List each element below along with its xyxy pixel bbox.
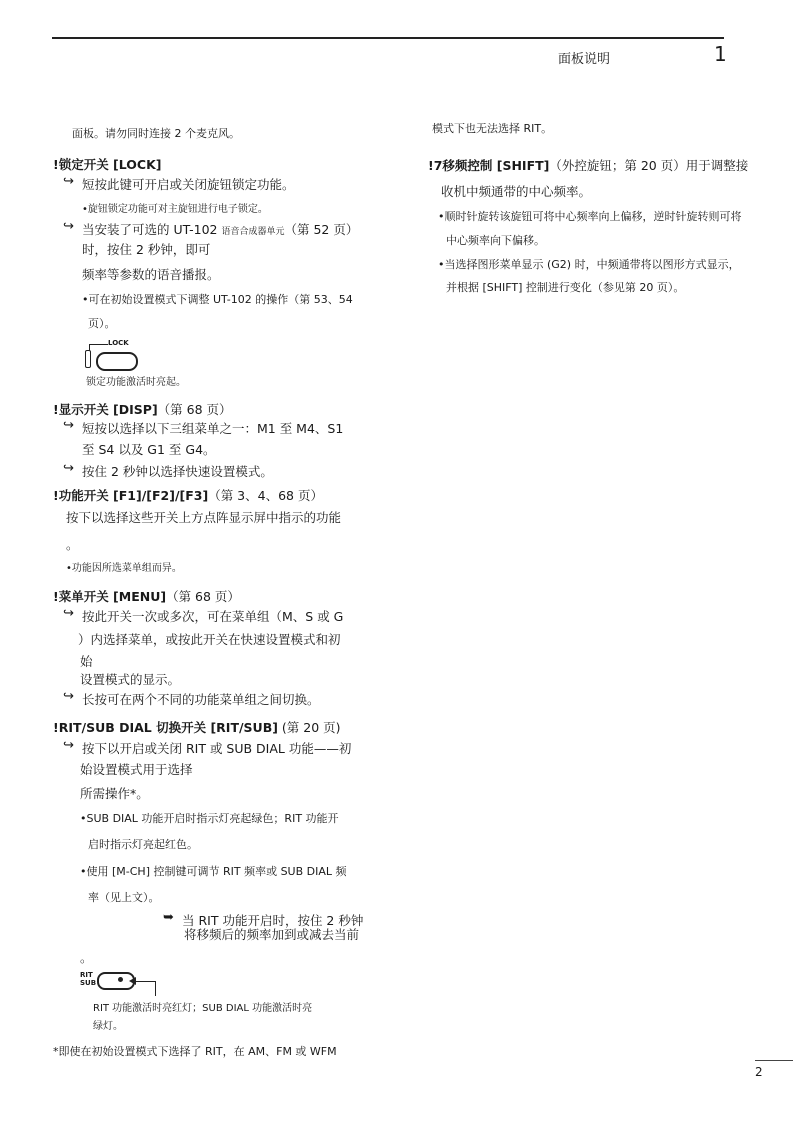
lock-note2-line2: 页）。 <box>88 317 116 330</box>
rit-heading-ref: (第 20 页) <box>277 720 341 735</box>
lock-item1: 短按此键可开启或关闭旋钮锁定功能。 <box>82 177 295 192</box>
item-marker: !7 <box>428 158 443 173</box>
footnote: *即使在初始设置模式下选择了 RIT，在 AM、FM 或 WFM <box>53 1045 337 1058</box>
rit-illus-label-bottom: SUB <box>80 979 97 987</box>
rit-caption-line1: RIT 功能激活时亮红灯；SUB DIAL 功能激活时亮 <box>93 1003 313 1014</box>
footer-rule <box>755 1060 793 1061</box>
lock-illus-label: LOCK <box>108 339 129 347</box>
func-heading-text: 功能开关 [F1]/[F2]/[F3] <box>58 488 209 503</box>
leader-line <box>133 981 155 982</box>
rit-illus-label-top: RIT <box>80 971 93 979</box>
lock-item2-small: 语音合成器单元 <box>221 227 285 237</box>
shift-note1-line2: 中心频率向下偏移。 <box>446 234 545 247</box>
rit-item1-line1: 按下以开启或关闭 RIT 或 SUB DIAL 功能——初 <box>82 741 352 756</box>
arrow-icon: ↪ <box>63 461 74 476</box>
rit-item2-line1: 当 RIT 功能开启时，按住 2 秒钟 <box>182 913 364 928</box>
arrow-icon: ↪ <box>63 418 74 433</box>
menu-heading-ref: （第 68 页） <box>166 589 240 604</box>
rit-illus-label <box>80 971 96 987</box>
arrow-icon: ↪ <box>63 174 74 189</box>
menu-item1-line3: 始 <box>80 654 93 669</box>
item-marker: ! <box>53 589 59 604</box>
rit-item1-line3: 所需操作*。 <box>80 786 149 801</box>
menu-heading <box>53 587 240 605</box>
func-body-line1: 按下以选择这些开关上方点阵显示屏中指示的功能 <box>66 510 342 525</box>
rit-note1-line2: 启时指示灯亮起红色。 <box>88 838 198 851</box>
rit-item2-line3: 。 <box>80 950 93 965</box>
arrow-right-icon: ➥ <box>163 910 174 925</box>
shift-note2-line1: •当选择图形菜单显示 (G2) 时，中频通带将以图形方式显示， <box>438 258 740 271</box>
func-note: •功能因所选菜单组而异。 <box>66 563 182 574</box>
item-marker: ! <box>53 720 59 735</box>
lock-item2-line2: 时，按住 2 秒钟，即可 <box>82 242 211 257</box>
arrow-icon: ↪ <box>63 689 74 704</box>
lock-item2-text-b: （第 52 页） <box>284 222 359 237</box>
rit-heading-text: RIT/SUB DIAL 切换开关 [RIT/SUB] <box>58 720 278 735</box>
menu-item2: 长按可在两个不同的功能菜单组之间切换。 <box>82 692 320 707</box>
indicator-lamp <box>118 977 123 982</box>
section-number: 1 <box>714 42 727 66</box>
header-rule <box>52 37 724 39</box>
disp-item2: 按住 2 秒钟以选择快速设置模式。 <box>82 464 273 479</box>
arrow-icon: ↪ <box>63 606 74 621</box>
shift-heading <box>428 156 748 174</box>
disp-heading-text: 显示开关 [DISP] <box>58 402 158 417</box>
menu-item1-line1: 按此开关一次或多次，可在菜单组（M、S 或 G <box>82 609 344 624</box>
func-body-line2: 。 <box>66 537 79 552</box>
item-marker: ! <box>53 157 59 172</box>
shift-heading-rest: （外控旋钮；第 20 页）用于调整接 <box>549 158 749 173</box>
page-number: 2 <box>755 1065 763 1079</box>
lock-note1: •旋钮锁定功能可对主旋钮进行电子锁定。 <box>82 204 268 215</box>
menu-item1-line2: ）内选择菜单，或按此开关在快速设置模式和初 <box>78 632 341 647</box>
lock-button-drawing <box>96 352 138 371</box>
lock-item2-line3: 频率等参数的语音播报。 <box>82 267 220 282</box>
disp-heading-ref: （第 68 页） <box>157 402 232 417</box>
rit-heading <box>53 718 341 736</box>
menu-heading-text: 菜单开关 [MENU] <box>58 589 167 604</box>
func-heading <box>53 486 323 504</box>
func-heading-ref: （第 3、4、68 页） <box>208 488 323 503</box>
indicator-lamp <box>85 350 91 368</box>
disp-item1-line2: 至 S4 以及 G1 至 G4。 <box>82 442 216 457</box>
leader-line <box>155 981 156 996</box>
item-marker: ! <box>53 402 59 417</box>
header-title: 面板说明 <box>558 52 611 67</box>
rit-caption-line2: 绿灯。 <box>93 1021 123 1032</box>
rit-note2-line1: •使用 [M-CH] 控制键可调节 RIT 频率或 SUB DIAL 频 <box>80 865 347 878</box>
intro-text: 面板。请勿同时连接 2 个麦克风。 <box>72 127 240 140</box>
shift-line2: 收机中频通带的中心频率。 <box>441 184 592 199</box>
lock-caption: 锁定功能激活时亮起。 <box>86 377 186 388</box>
disp-item1-line1: 短按以选择以下三组菜单之一：M1 至 M4、S1 <box>82 421 344 436</box>
rit-item2-line2: 将移频后的频率加到或减去当前 <box>184 927 360 942</box>
rit-note2-line2: 率（见上文）。 <box>88 891 160 904</box>
rit-note1-line1: •SUB DIAL 功能开启时指示灯亮起绿色；RIT 功能开 <box>80 812 339 825</box>
lock-item2-line1 <box>82 220 358 238</box>
lock-note2-line1: •可在初始设置模式下调整 UT-102 的操作（第 53、54 <box>82 293 353 306</box>
lock-leader-line <box>89 344 108 352</box>
lock-heading-text: 锁定开关 [LOCK] <box>58 157 162 172</box>
menu-item1-line4: 设置模式的显示。 <box>80 672 181 687</box>
item-marker: ! <box>53 488 59 503</box>
arrow-icon: ↪ <box>63 219 74 234</box>
arrow-icon: ↪ <box>63 738 74 753</box>
lock-heading <box>53 155 162 173</box>
shift-note1-line1: •顺时针旋转该旋钮可将中心频率向上偏移，逆时针旋转则可将 <box>438 210 742 223</box>
rit-item1-line2: 始设置模式用于选择 <box>80 762 193 777</box>
continued-text: 模式下也无法选择 RIT。 <box>432 122 553 135</box>
lock-item2-text-a: 当安装了可选的 UT-102 <box>82 222 222 237</box>
disp-heading <box>53 400 232 418</box>
shift-heading-text: 移频控制 [SHIFT] <box>442 158 550 173</box>
shift-note2-line2: 并根据 [SHIFT] 控制进行变化（参见第 20 页）。 <box>446 281 685 294</box>
